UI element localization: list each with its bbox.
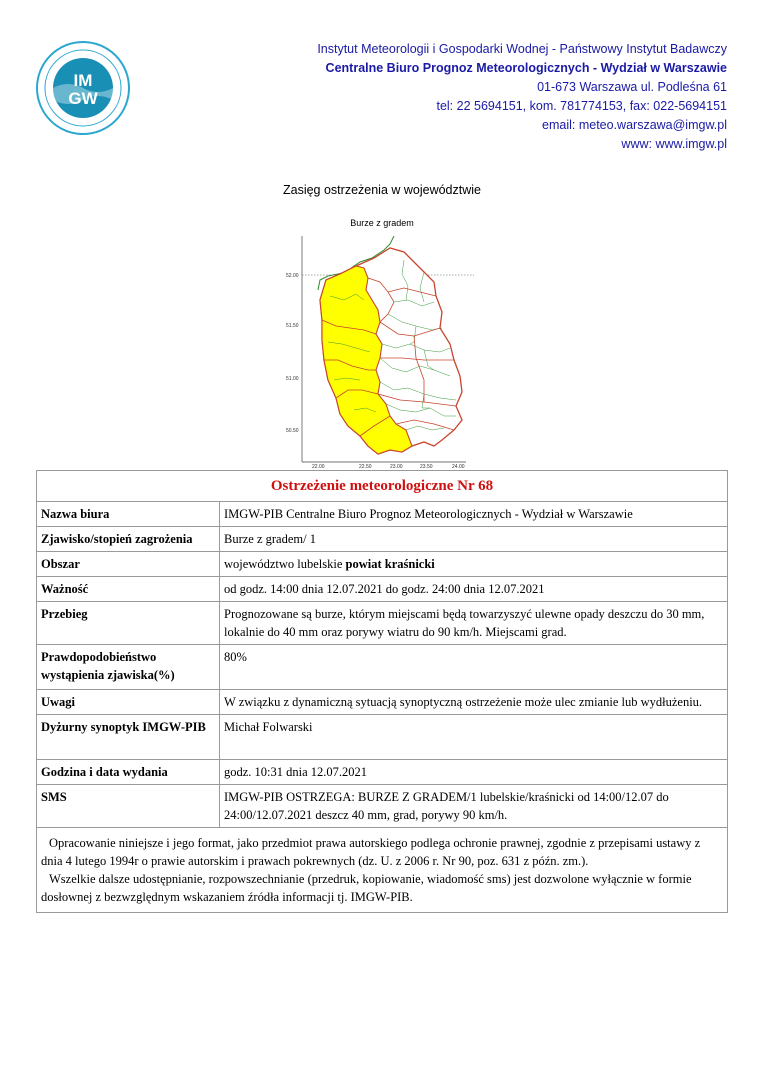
institution-header <box>247 40 727 154</box>
row-label: Prawdopodobieństwo wystąpienia zjawiska(%) <box>37 645 220 690</box>
row-value: IMGW-PIB OSTRZEGA: BURZE Z GRADEM/1 lubelskie/kraśnicki od 14:00/12.07 do 24:00/12.07.2021 deszcz 40 mm, grad, porywy 90 km/h. <box>220 785 728 828</box>
row-label: Przebieg <box>37 602 220 645</box>
row-value: Michał Folwarski <box>220 715 728 760</box>
warning-table <box>36 470 728 913</box>
row-value: IMGW-PIB Centralne Biuro Prognoz Meteorologicznych - Wydział w Warszawie <box>220 502 728 527</box>
warning-title: Ostrzeżenie meteorologiczne Nr 68 <box>37 471 728 502</box>
row-label: Obszar <box>37 552 220 577</box>
row-value: W związku z dynamiczną sytuacją synoptyczną ostrzeżenie może ulec zmianie lub wydłużeniu. <box>220 690 728 715</box>
logo-text-top: IM <box>73 71 93 90</box>
table-row <box>37 785 728 828</box>
area-powiat: powiat kraśnicki <box>345 557 435 571</box>
table-row <box>37 828 728 913</box>
lon-label: 24.00 <box>452 464 465 470</box>
header-address: 01-673 Warszawa ul. Podleśna 61 <box>537 80 727 94</box>
lon-label: 23.00 <box>390 464 403 470</box>
map-title: Zasięg ostrzeżenia w województwie <box>282 183 481 197</box>
table-row <box>37 577 728 602</box>
table-row <box>37 502 728 527</box>
row-value: od godz. 14:00 dnia 12.07.2021 do godz. 24:00 dnia 12.07.2021 <box>220 577 728 602</box>
header-email[interactable]: email: meteo.warszawa@imgw.pl <box>542 118 727 132</box>
logo-text-bottom: GW <box>68 89 98 108</box>
lon-label: 22.00 <box>312 464 325 470</box>
row-label: Dyżurny synoptyk IMGW-PIB <box>37 715 220 760</box>
lat-label: 51.50 <box>286 323 299 329</box>
header-institute: Instytut Meteorologii i Gospodarki Wodnej - Państwowy Instytut Badawczy <box>317 42 727 56</box>
copyright-paragraph: Opracowanie niniejsze i jego format, jako przedmiot prawa autorskiego podlega ochronie prawnej, zgodnie z przepisami ustawy z dnia 4 lutego 1994r o prawie autorskim i prawach pokrewnych (dz. U. z 2006 r. Nr 90, poz. 631 z późn. zm.). <box>41 836 701 868</box>
row-value: godz. 10:31 dnia 12.07.2021 <box>220 760 728 785</box>
row-value: Burze z gradem/ 1 <box>220 527 728 552</box>
header-www[interactable]: www: www.imgw.pl <box>621 137 727 151</box>
table-row <box>37 715 728 760</box>
table-row <box>37 690 728 715</box>
row-label: Uwagi <box>37 690 220 715</box>
table-row <box>37 602 728 645</box>
warning-map <box>284 230 474 470</box>
area-voivodeship: województwo lubelskie <box>224 557 343 571</box>
imgw-logo <box>35 40 131 136</box>
lat-label: 50.50 <box>286 428 299 434</box>
lon-label: 22.50 <box>359 464 372 470</box>
row-label: Godzina i data wydania <box>37 760 220 785</box>
row-label: Nazwa biura <box>37 502 220 527</box>
row-value: 80% <box>220 645 728 690</box>
table-row <box>37 527 728 552</box>
copyright-notice <box>37 828 728 913</box>
row-label: Zjawisko/stopień zagrożenia <box>37 527 220 552</box>
header-phone: tel: 22 5694151, kom. 781774153, fax: 022-5694151 <box>436 99 727 113</box>
map-subtitle: Burze z gradem <box>350 218 414 228</box>
lat-label: 52.00 <box>286 273 299 279</box>
table-row <box>37 645 728 690</box>
header-bureau: Centralne Biuro Prognoz Meteorologicznych - Wydział w Warszawie <box>325 61 727 75</box>
lat-label: 51.00 <box>286 376 299 382</box>
lon-label: 23.50 <box>420 464 433 470</box>
row-label: Ważność <box>37 577 220 602</box>
row-value: Prognozowane są burze, którym miejscami będą towarzyszyć ulewne opady deszczu do 30 mm, lokalnie do 40 mm oraz porywy wiatru do 90 km/h. Miejscami grad. <box>220 602 728 645</box>
row-value-area <box>220 552 728 577</box>
copyright-paragraph: Wszelkie dalsze udostępnianie, rozpowszechnianie (przedruk, kopiowanie, wiadomość sms) jest dozwolone wyłącznie w formie dosłownej z bezwzględnym wskazaniem źródła informacji tj. IMGW-PIB. <box>41 872 692 904</box>
table-row <box>37 552 728 577</box>
row-label: SMS <box>37 785 220 828</box>
table-row <box>37 760 728 785</box>
